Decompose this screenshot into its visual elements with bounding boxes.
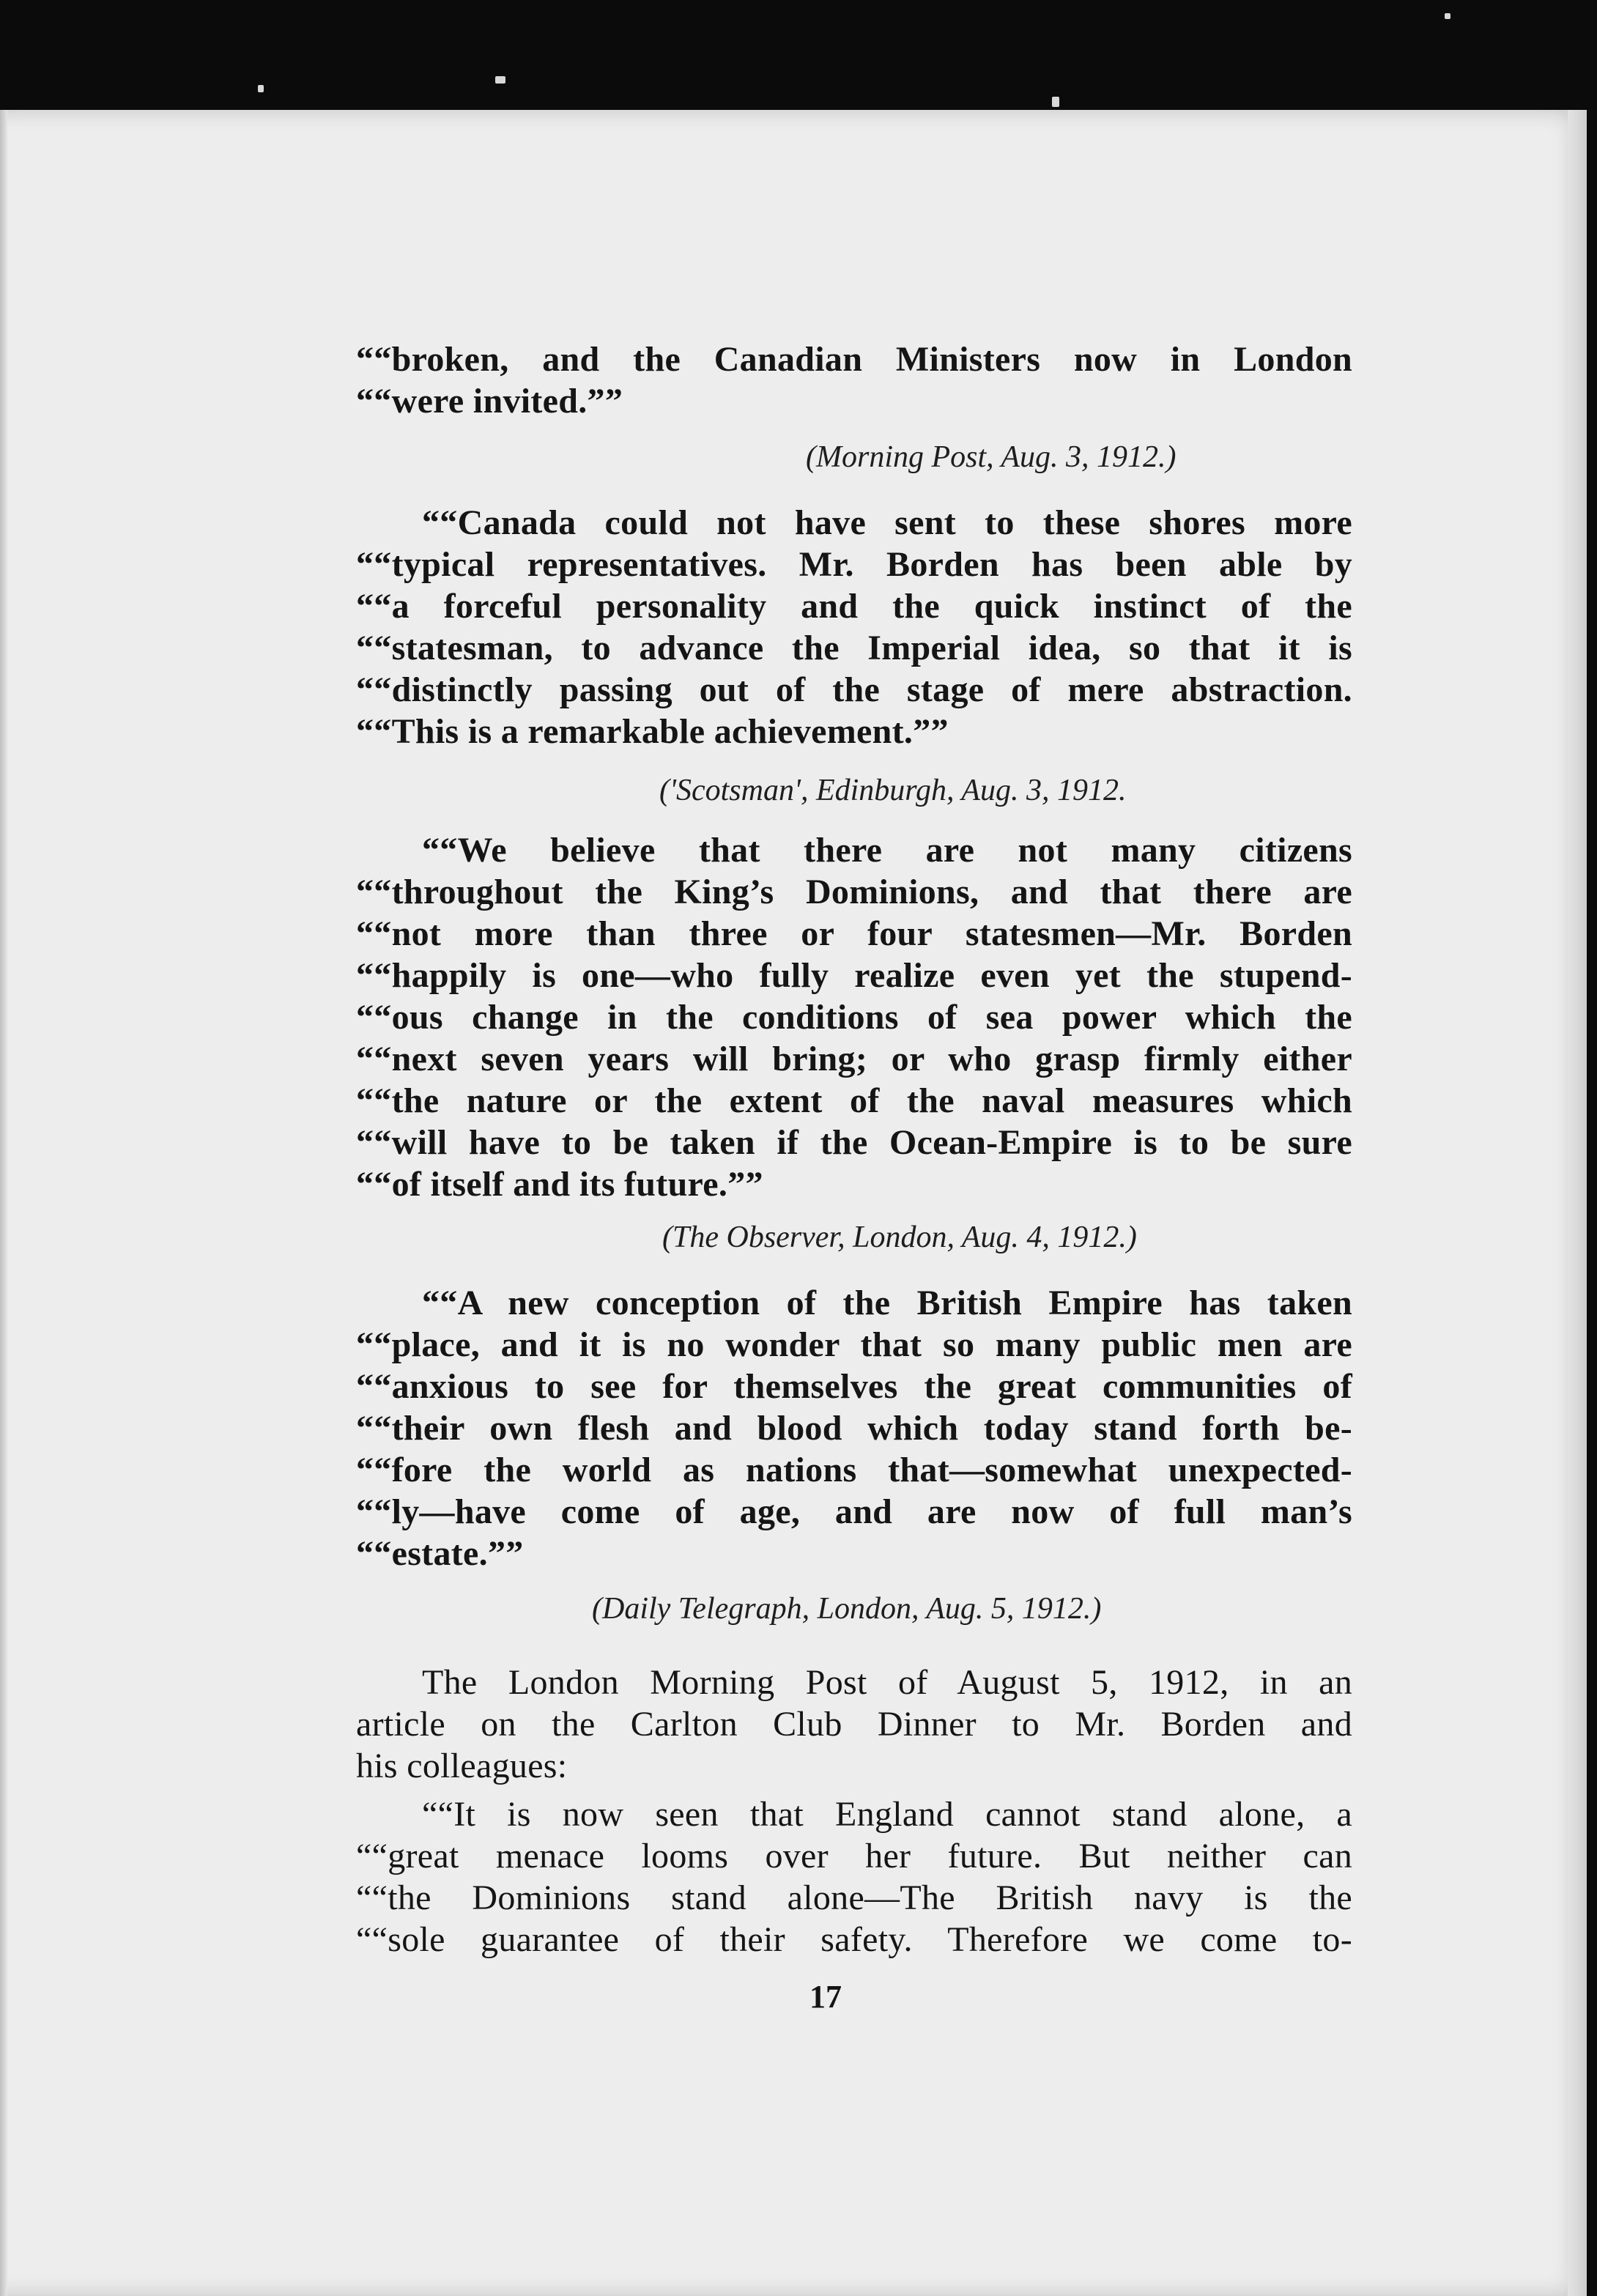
text-line: ““great menace looms over her future. But neither can <box>356 1837 1352 1875</box>
text-line: ““This is a remarkable achievement.”” <box>356 712 949 751</box>
text-line: his colleagues: <box>356 1747 568 1785</box>
text-line: ““the nature or the extent of the naval measures which <box>356 1081 1352 1120</box>
text-line: ““the Dominions stand alone—The British navy is the <box>356 1878 1352 1917</box>
text-line: ““anxious to see for themselves the great communities of <box>356 1367 1352 1406</box>
text-line: ““of itself and its future.”” <box>356 1165 763 1204</box>
text-line: ““not more than three or four statesmen—Mr. Borden <box>356 914 1352 953</box>
quote-block-closing <box>356 1793 1352 1960</box>
text-line: ““ly—have come of age, and are now of full man’s <box>356 1492 1352 1531</box>
citation-morning-post: (Morning Post, Aug. 3, 1912.) <box>806 440 1177 474</box>
text-line: The London Morning Post of August 5, 1912, in an <box>422 1663 1352 1702</box>
text-line: ““fore the world as nations that—somewhat unexpected- <box>356 1451 1352 1489</box>
text-line: ““It is now seen that England cannot stand alone, a <box>422 1795 1352 1834</box>
page-edge-shadow <box>1568 110 1587 2296</box>
scan-speck <box>1445 13 1450 19</box>
citation-daily-telegraph: (Daily Telegraph, London, Aug. 5, 1912.) <box>592 1592 1102 1626</box>
narrative-text <box>356 1662 1352 1787</box>
page-gutter-shadow <box>0 110 7 2296</box>
text-line: ““ous change in the conditions of sea power which the <box>356 998 1352 1037</box>
quote-text <box>356 1793 1352 1960</box>
citation-observer: (The Observer, London, Aug. 4, 1912.) <box>662 1221 1137 1254</box>
text-line: ““typical representatives. Mr. Borden has been able by <box>356 545 1352 584</box>
text-line: ““were invited.”” <box>356 382 623 421</box>
quote-text <box>356 829 1352 1205</box>
quote-text <box>356 1282 1352 1574</box>
quote-block-scotsman <box>356 502 1352 752</box>
citation-scotsman: ('Scotsman', Edinburgh, Aug. 3, 1912. <box>659 774 1127 807</box>
scan-speck <box>258 85 264 92</box>
text-line: ““distinctly passing out of the stage of mere abstraction. <box>356 670 1352 709</box>
text-line: ““throughout the King’s Dominions, and that there are <box>356 873 1352 911</box>
quote-block-continuation <box>356 338 1352 422</box>
text-line: ““Canada could not have sent to these shores more <box>422 503 1352 542</box>
text-line: ““A new conception of the British Empire has taken <box>422 1284 1352 1322</box>
page-number: 17 <box>809 1979 842 2015</box>
text-line: ““statesman, to advance the Imperial idea, so that it is <box>356 629 1352 667</box>
text-line: ““We believe that there are not many citizens <box>422 831 1352 870</box>
scan-speck <box>1052 97 1059 107</box>
narrative-paragraph <box>356 1662 1352 1787</box>
text-line: ““place, and it is no wonder that so many public men are <box>356 1325 1352 1364</box>
quote-text <box>356 338 1352 422</box>
text-line: ““happily is one—who fully realize even yet the stupend- <box>356 956 1352 995</box>
scan-speck <box>495 76 505 84</box>
text-line: article on the Carlton Club Dinner to Mr. Borden and <box>356 1705 1352 1744</box>
text-line: ““a forceful personality and the quick instinct of the <box>356 587 1352 626</box>
quote-text <box>356 502 1352 752</box>
quote-block-observer <box>356 829 1352 1205</box>
text-line: ““will have to be taken if the Ocean-Empire is to be sure <box>356 1123 1352 1162</box>
text-line: ““next seven years will bring; or who grasp firmly either <box>356 1040 1352 1078</box>
text-line: ““estate.”” <box>356 1534 524 1573</box>
text-line: ““broken, and the Canadian Ministers now in London <box>356 340 1352 379</box>
text-line: ““their own flesh and blood which today stand forth be- <box>356 1409 1352 1448</box>
text-line: ““sole guarantee of their safety. Therefore we come to- <box>356 1920 1352 1959</box>
quote-block-telegraph <box>356 1282 1352 1574</box>
